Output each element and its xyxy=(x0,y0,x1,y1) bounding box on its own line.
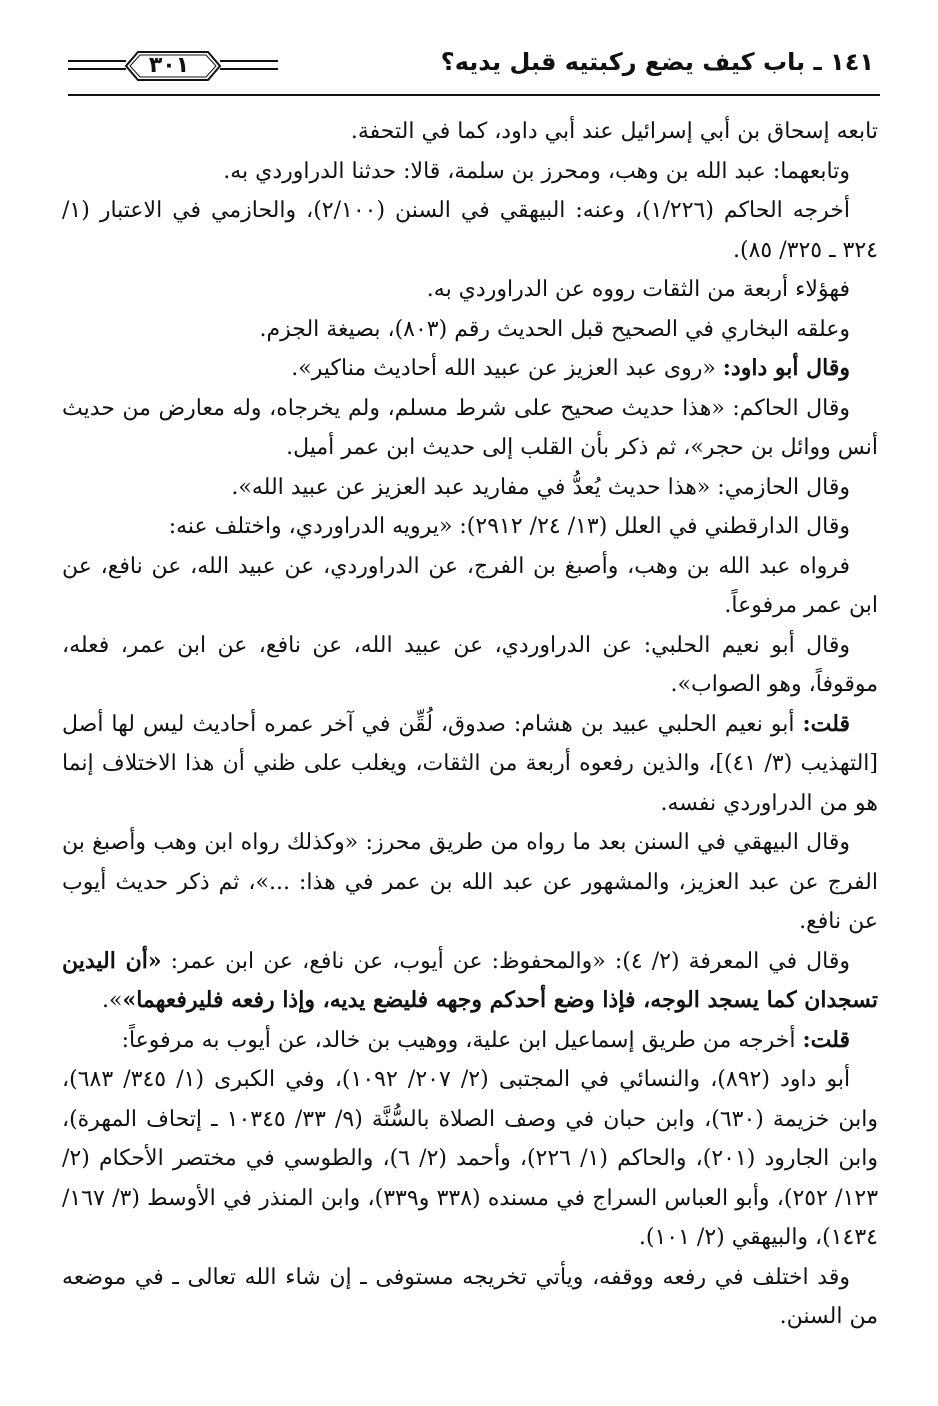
paragraph-text: فهؤلاء أربعة من الثقات رووه عن الدراوردي به. xyxy=(426,277,850,302)
body-paragraph xyxy=(62,823,878,942)
body-paragraph xyxy=(62,507,878,547)
paragraph-text: وقال في المعرفة (٢/ ٤): «والمحفوظ: عن أيوب، عن نافع، عن ابن عمر: xyxy=(161,948,850,974)
body-paragraph xyxy=(62,349,878,389)
page-number-frame xyxy=(68,46,278,86)
body-paragraph xyxy=(62,705,878,824)
paragraph-text: ». xyxy=(101,988,123,1013)
paragraph-text: وقال الحاكم: «هذا حديث صحيح على شرط مسلم، ولم يخرجاه، وله معارض من حديث أنس ووائل بن حجر»، ثم ذكر بأن القلب إلى حديث ابن عمر أميل. xyxy=(62,395,878,460)
paragraph-text: وقال الحازمي: «هذا حديث يُعدُّ في مفاريد عبد العزيز عن عبيد الله». xyxy=(231,474,850,500)
paragraph-text: تابعه إسحاق بن أبي إسرائيل عند أبي داود، كما في التحفة. xyxy=(350,119,878,144)
body-paragraph xyxy=(62,1021,878,1061)
paragraph-text: أخرجه الحاكم (١/٢٢٦)، وعنه: البيهقي في السنن (٢/١٠٠)، والحازمي في الاعتبار (١/ ٣٢٤ ـ ٣٢٥/ ٨٥). xyxy=(62,198,878,263)
page-body xyxy=(62,112,878,1337)
bold-text: «أن اليدين تسجدان كما يسجد الوجه، فإذا وضع أحدكم وجهه فليضع يديه، وإذا رفعه فليرفعهما» xyxy=(62,947,878,1013)
page-number: ٣٠١ xyxy=(148,53,190,78)
body-paragraph xyxy=(62,1060,878,1258)
body-paragraph xyxy=(62,112,878,152)
body-paragraph xyxy=(62,626,878,705)
bold-text: قلت: xyxy=(802,710,850,737)
body-paragraph xyxy=(62,270,878,310)
body-paragraph xyxy=(62,310,878,350)
body-paragraph xyxy=(62,1258,878,1337)
paragraph-text: أخرجه من طريق إسماعيل ابن علية، ووهيب بن خالد، عن أيوب به مرفوعاً: xyxy=(121,1027,803,1053)
paragraph-text: وقد اختلف في رفعه ووقفه، ويأتي تخريجه مستوفى ـ إن شاء الله تعالى ـ في موضعه من السنن. xyxy=(62,1264,878,1329)
bold-text: قلت: xyxy=(802,1026,850,1053)
paragraph-text: وقال الدارقطني في العلل (١٣/ ٢٤/ ٢٩١٢): «يرويه الدراوردي، واختلف عنه: xyxy=(168,514,850,539)
body-paragraph xyxy=(62,191,878,270)
body-paragraph xyxy=(62,468,878,508)
paragraph-text: أبو نعيم الحلبي عبيد بن هشام: صدوق، لُقِّن في آخر عمره أحاديث ليس لها أصل [التهذيب (٣/ ٤١)]، والذين رفعوه أربعة من الثقات، ويغلب على ظني أن هذا الاختلاف إنما هو من الدراوردي نفسه. xyxy=(62,711,879,816)
paragraph-text: وقال البيهقي في السنن بعد ما رواه من طريق محرز: «وكذلك رواه ابن وهب وأصبغ بن الفرج عن عبد العزيز، والمشهور عن عبد الله بن عمر في هذا: ...»، ثم ذكر حديث أيوب عن نافع. xyxy=(62,830,878,934)
paragraph-text: أبو داود (٨٩٢)، والنسائي في المجتبى (٢/ ٢٠٧/ ١٠٩٢)، وفي الكبرى (١/ ٣٤٥/ ٦٨٣)، وابن خزيمة (٦٣٠)، وابن حبان في وصف الصلاة بالسُّنَّة (٩/ ٣٣/ ١٠٣٤٥ ـ إتحاف المهرة)، وابن الجارود (٢٠١)، والحاكم (١/ ٢٢٦)، وأحمد (٢/ ٦)، والطوسي في مختصر الأحكام (٢/ ١٢٣/ ٢٥٢)، وأبو العباس السراج في مسنده (٣٣٨ و٣٣٩)، وابن المنذر في الأوسط (٣/ ١٦٧/ ١٤٣٤)، والبيهقي (٢/ ١٠١). xyxy=(62,1067,879,1250)
paragraph-text: وعلقه البخاري في الصحيح قبل الحديث رقم (٨٠٣)، بصيغة الجزم. xyxy=(259,316,850,342)
header-divider xyxy=(68,94,880,96)
paragraph-text: فرواه عبد الله بن وهب، وأصبغ بن الفرج، عن الدراوردي، عن عبيد الله، عن نافع، عن ابن عمر مرفوعاً. xyxy=(62,553,878,618)
paragraph-text: وتابعهما: عبد الله بن وهب، ومحرز بن سلمة، قالا: حدثنا الدراوردي به. xyxy=(223,158,850,184)
body-paragraph xyxy=(62,942,878,1021)
running-title: ١٤١ ـ باب كيف يضع ركبتيه قبل يديه؟ xyxy=(440,48,874,76)
bold-text: وقال أبو داود: xyxy=(722,355,850,381)
page-header xyxy=(68,46,880,86)
body-paragraph xyxy=(62,547,878,626)
paragraph-text: «روى عبد العزيز عن عبيد الله أحاديث مناكير». xyxy=(291,356,723,381)
body-paragraph xyxy=(62,152,878,192)
paragraph-text: وقال أبو نعيم الحلبي: عن الدراوردي، عن عبيد الله، عن نافع، عن ابن عمر، فعله، موقوفاً، وهو الصواب». xyxy=(62,632,878,697)
body-paragraph xyxy=(62,389,878,468)
